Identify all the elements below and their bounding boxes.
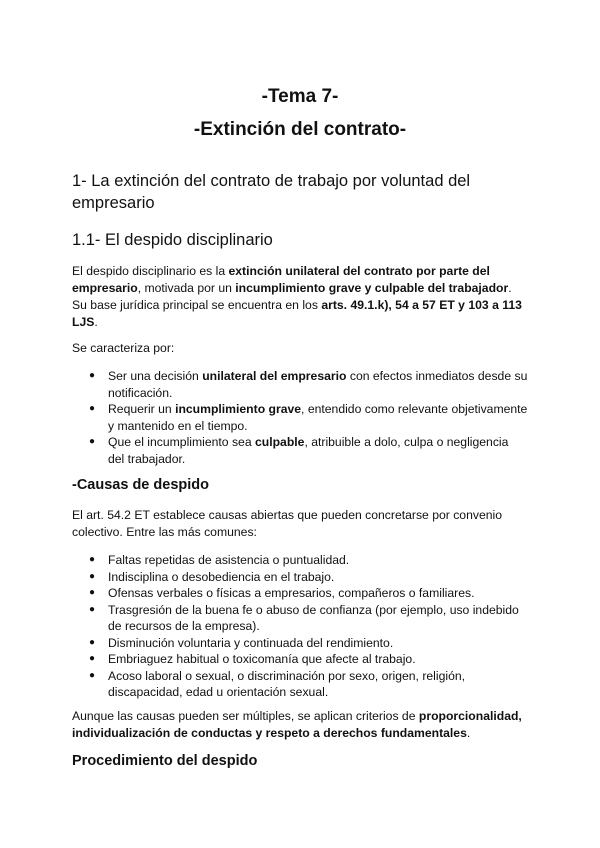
list-item: ● Requerir un incumplimiento grave, entendido como relevante objetivamente y mantenido en el tiempo. xyxy=(89,402,528,433)
list-item: ● Que el incumplimiento sea culpable, atribuible a dolo, culpa o negligencia del trabajador. xyxy=(89,435,509,466)
causes-list xyxy=(72,552,528,701)
bullet-icon: ● xyxy=(89,370,96,381)
bullet-icon: ● xyxy=(89,436,96,447)
list-item: ● Trasgresión de la buena fe o abuso de confianza (por ejemplo, uso indebido de recursos de la empresa). xyxy=(89,602,519,633)
list-item: ● Ser una decisión unilateral del empresario con efectos inmediatos desde su notificación. xyxy=(89,369,528,400)
characteristics-intro: Se caracteriza por: xyxy=(72,341,175,355)
list-item: ● Indisciplina o desobediencia en el trabajo. xyxy=(89,569,335,584)
causes-summary-paragraph: Aunque las causas pueden ser múltiples, se aplican criterios de proporcionalidad, individualización de conductas y respeto a derechos fundamentales. xyxy=(72,709,522,740)
list-item: ● Disminución voluntaria y continuada del rendimiento. xyxy=(89,635,394,650)
list-item: ● Ofensas verbales o físicas a empresarios, compañeros o familiares. xyxy=(89,586,475,600)
list-item: ● Embriaguez habitual o toxicomanía que afecte al trabajo. xyxy=(89,652,416,666)
list-item: ● Acoso laboral o sexual, o discriminación por sexo, origen, religión, discapacidad, edad u orientación sexual. xyxy=(89,668,466,699)
document-title: -Extinción del contrato- xyxy=(193,119,407,140)
causes-heading: -Causas de despido xyxy=(72,477,209,493)
section-heading: 1- La extinción del contrato de trabajo por voluntad del empresario xyxy=(72,172,471,212)
bullet-icon: ● xyxy=(89,570,96,582)
bullet-icon: ● xyxy=(89,587,96,598)
bullet-icon: ● xyxy=(89,603,96,615)
bullet-icon: ● xyxy=(89,403,96,414)
intro-paragraph: El despido disciplinario es la extinción unilateral del contrato por parte del empresario, motivada por un incumplimiento grave y culpable del trabajador. Su base jurídica principal se encuentra en los arts. 49.1.k), 54 a 57 ET y 103 a 113 LJS. xyxy=(72,264,522,329)
bullet-icon: ● xyxy=(89,636,96,648)
characteristics-list xyxy=(72,368,528,467)
bullet-icon: ● xyxy=(89,554,96,565)
list-item: ● Faltas repetidas de asistencia o puntualidad. xyxy=(89,553,350,567)
bullet-icon: ● xyxy=(89,669,96,681)
procedure-heading: Procedimiento del despido xyxy=(72,753,258,769)
topic-title: -Tema 7- xyxy=(261,86,339,107)
causes-paragraph: El art. 54.2 ET establece causas abiertas que pueden concretarse por convenio colectivo. Entre las más comunes: xyxy=(72,508,502,539)
subsection-heading: 1.1- El despido disciplinario xyxy=(72,231,273,249)
bullet-icon: ● xyxy=(89,653,96,664)
